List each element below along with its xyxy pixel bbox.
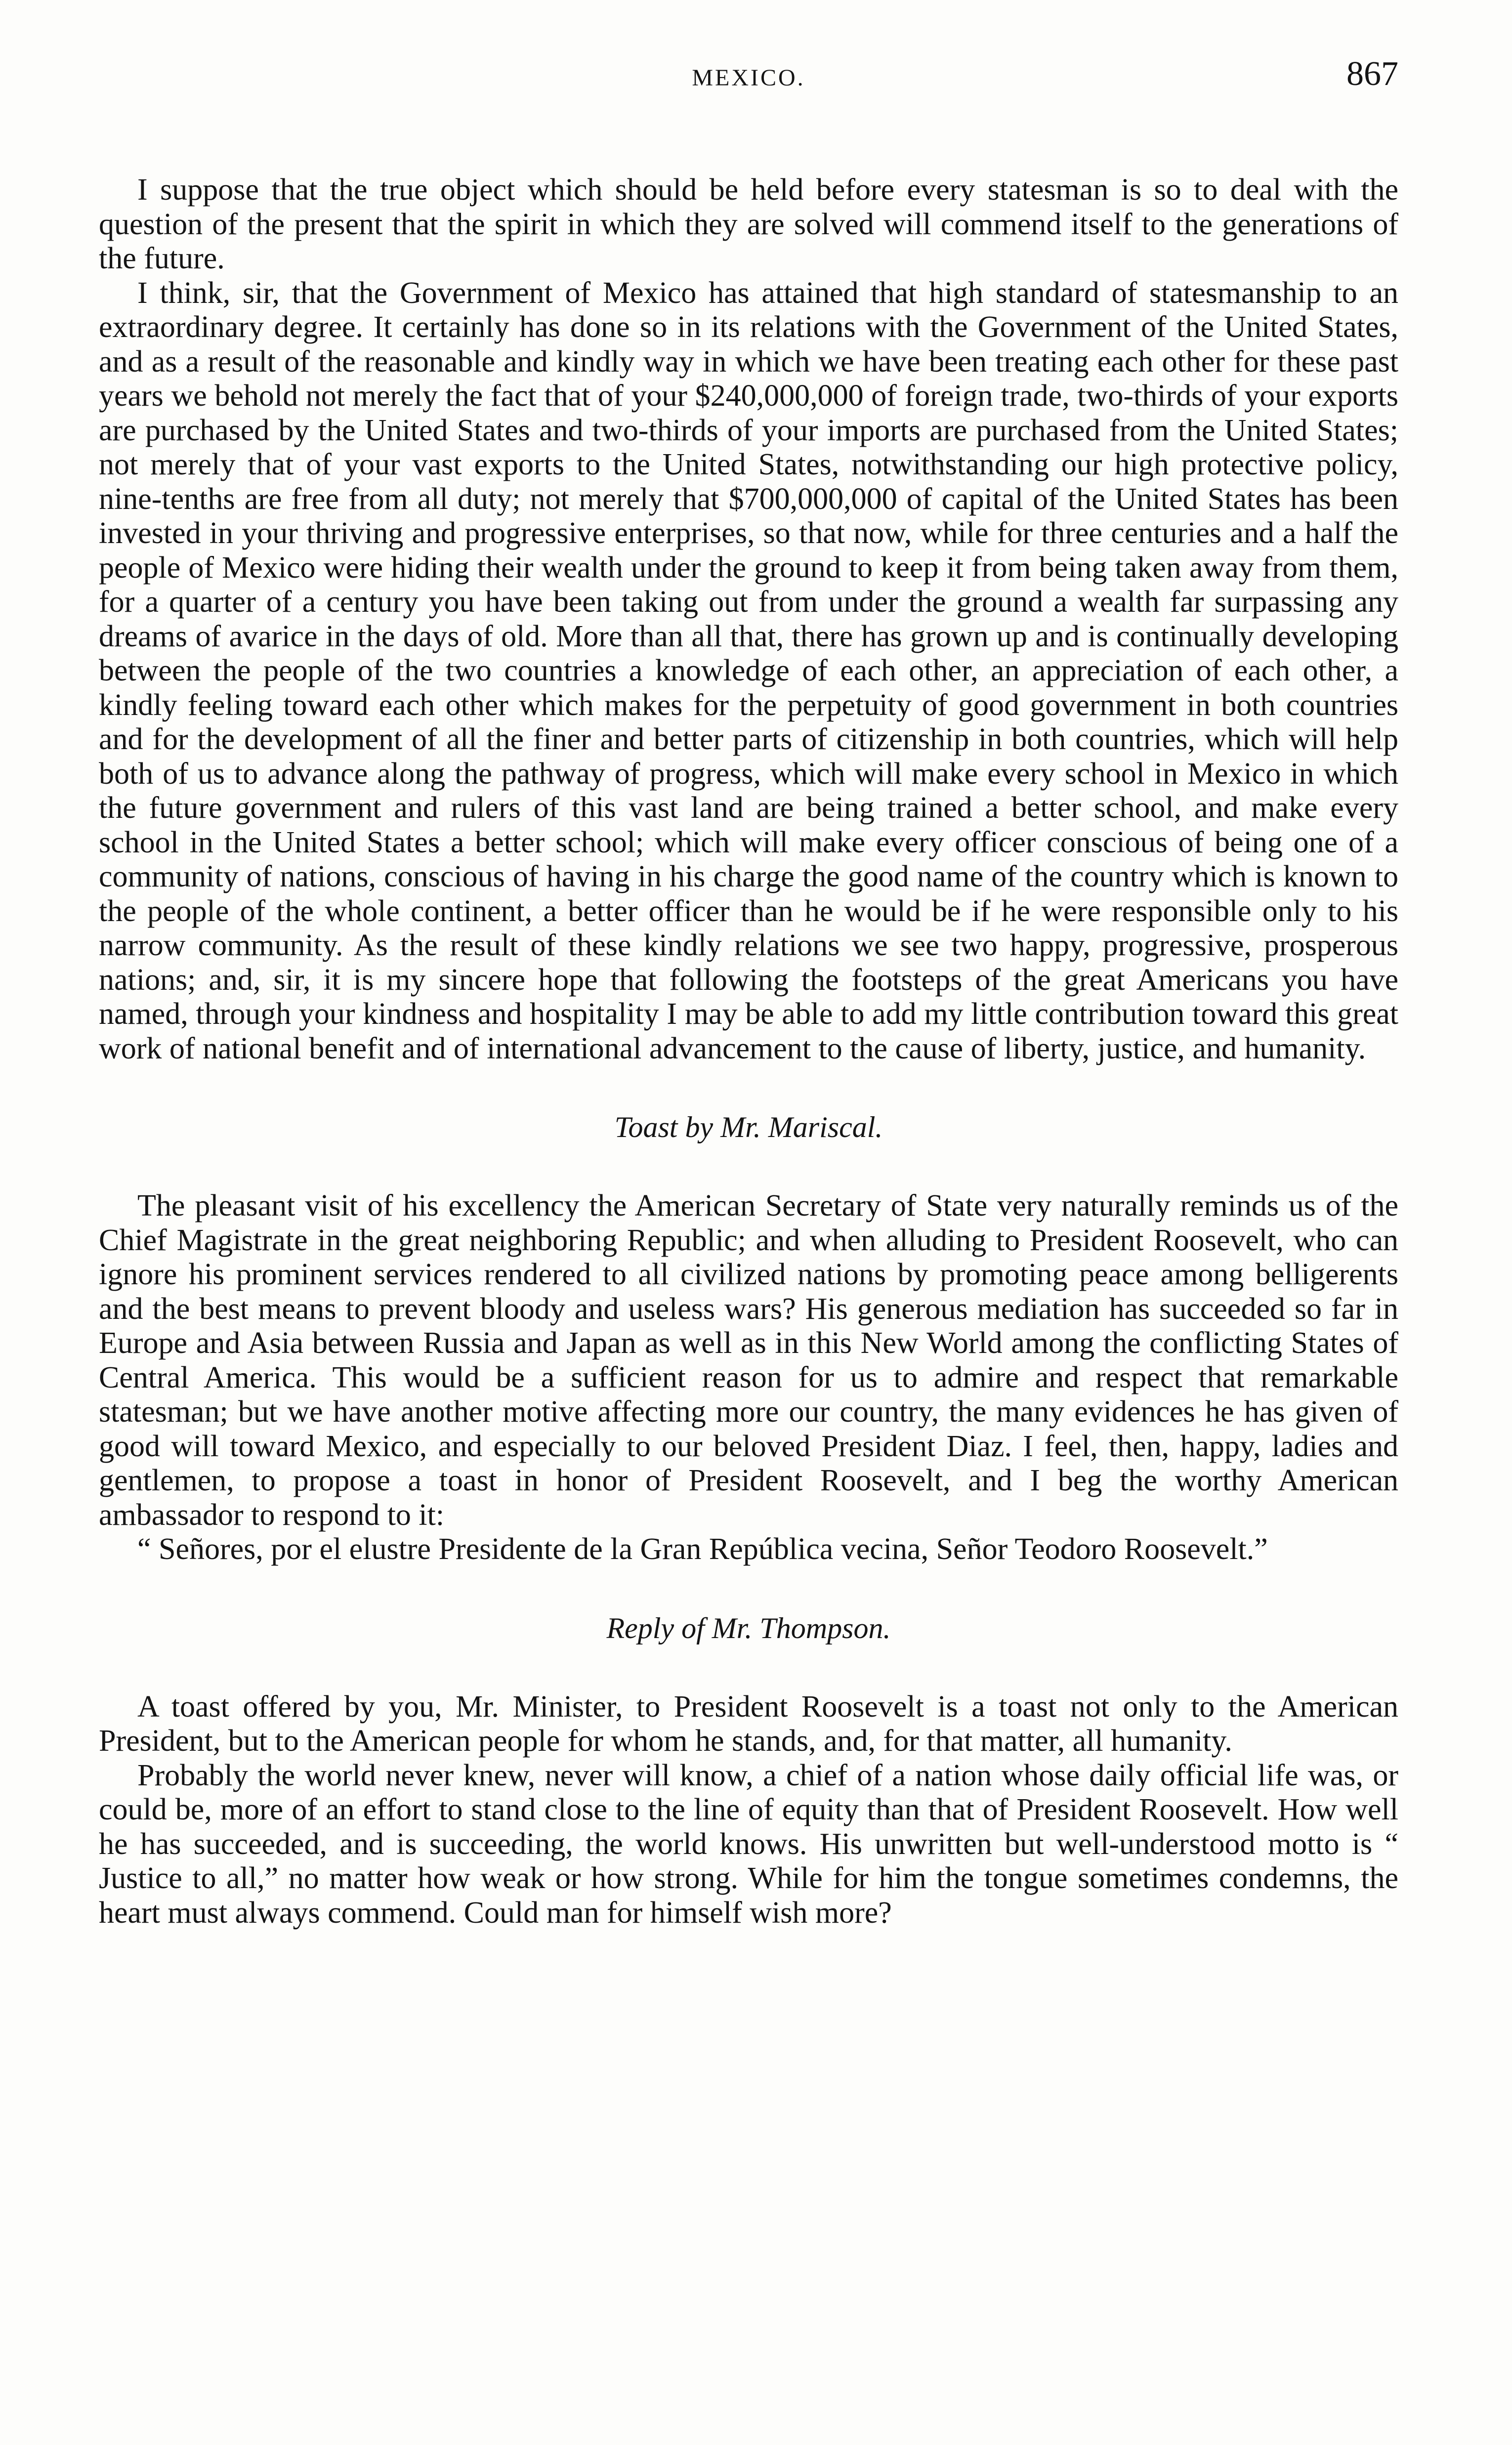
section-heading-reply: Reply of Mr. Thompson.	[606, 1611, 891, 1644]
page-number: 867	[1346, 55, 1398, 93]
body-text	[99, 173, 1398, 1930]
paragraph-quote: “ Señores, por el elustre Presidente de la Gran República vecina, Señor Teodoro Roosevelt.”	[137, 1532, 1268, 1566]
section-heading-toast: Toast by Mr. Mariscal.	[614, 1111, 883, 1143]
running-head	[99, 54, 1398, 109]
document-page	[99, 54, 1398, 2387]
running-title: MEXICO.	[692, 65, 805, 91]
paragraph: The pleasant visit of his excellency the American Secretary of State very naturally reminds us of the Chief Magistrate in the great neighboring Republic; and when alluding to President Roosevelt, who can ignore his prominent services rendered to all civilized nations by promoting peace among belligerents and the best means to prevent bloody and useless wars? His generous mediation has succeeded so far in Europe and Asia between Russia and Japan as well as in this New World among the conflicting States of Central America. This would be a sufficient reason for us to admire and respect that remarkable statesman; but we have another motive affecting more our country, the many evidences he has given of good will toward Mexico, and especially to our beloved President Diaz. I feel, then, happy, ladies and gentlemen, to propose a toast in honor of President Roosevelt, and I beg the worthy American ambassador to respond to it:	[99, 1189, 1398, 1532]
paragraph: I suppose that the true object which should be held before every statesman is so to deal with the question of the present that the spirit in which they are solved will commend itself to the generations of the future.	[99, 173, 1398, 275]
paragraph: A toast offered by you, Mr. Minister, to President Roosevelt is a toast not only to the American President, but to the American people for whom he stands, and, for that matter, all humanity.	[99, 1689, 1398, 1758]
paragraph: Probably the world never knew, never will know, a chief of a nation whose daily official life was, or could be, more of an effort to stand close to the line of equity than that of President Roosevelt. How well he has succeeded, and is succeeding, the world knows. His unwritten but well-understood motto is “ Justice to all,” no matter how weak or how strong. While for him the tongue sometimes condemns, the heart must always commend. Could man for himself wish more?	[99, 1758, 1398, 1930]
paragraph: I think, sir, that the Government of Mexico has attained that high standard of statesmanship to an extraordinary degree. It certainly has done so in its relations with the Government of the United States, and as a result of the reasonable and kindly way in which we have been treating each other for these past years we behold not merely the fact that of your $240,000,000 of foreign trade, two-thirds of your exports are purchased by the United States and two-thirds of your imports are purchased from the United States; not merely that of your vast exports to the United States, notwithstanding our high protective policy, nine-tenths are free from all duty; not merely that $700,000,000 of capital of the United States has been invested in your thriving and progressive enterprises, so that now, while for three centuries and a half the people of Mexico were hiding their wealth under the ground to keep it from being taken away from them, for a quarter of a century you have been taking out from under the ground a wealth far surpassing any dreams of avarice in the days of old. More than all that, there has grown up and is continually developing between the people of the two countries a knowledge of each other, an appreciation of each other, a kindly feeling toward each other which makes for the perpetuity of good government in both countries and for the development of all the finer and better parts of citizenship in both countries, which will help both of us to advance along the pathway of progress, which will make every school in Mexico in which the future government and rulers of this vast land are being trained a better school, and make every school in the United States a better school; which will make every officer conscious of being one of a community of nations, conscious of having in his charge the good name of the country which is known to the people of the whole continent, a better officer than he would be if he were responsible only to his narrow community. As the result of these kindly relations we see two happy, progressive, prosperous nations; and, sir, it is my sincere hope that following the footsteps of the great Americans you have named, through your kindness and hospitality I may be able to add my little contribution toward this great work of national benefit and of international advancement to the cause of liberty, justice, and humanity.	[99, 276, 1398, 1065]
